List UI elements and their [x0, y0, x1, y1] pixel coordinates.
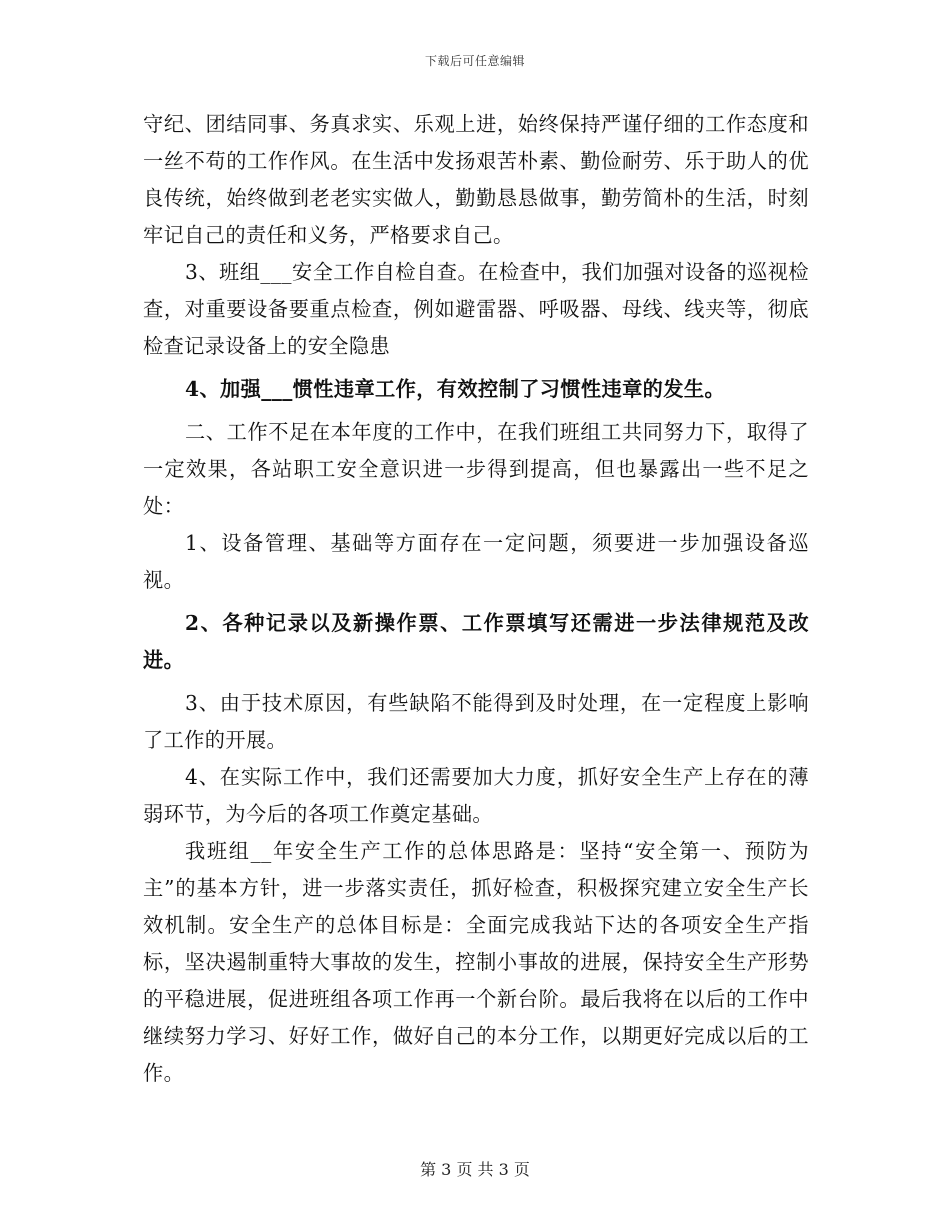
paragraph-shortcoming-1: 1、设备管理、基础等方面存在一定问题，须要进一步加强设备巡视。 — [143, 531, 809, 592]
paragraph-shortcoming-3: 3、由于技术原因，有些缺陷不能得到及时处理，在一定程度上影响了工作的开展。 — [143, 691, 809, 752]
paragraph-shortcoming-2: 2、各种记录以及新操作票、工作票填写还需进一步法律规范及改进。 — [143, 611, 809, 672]
paragraph-overall-plan: 我班组__年安全生产工作的总体思路是：坚持“安全第一、预防为主”的基本方针，进一步落实责任，抓好检查，积极探究建立安全生产长效机制。安全生产的总体目标是：全面完成我站下达的各项安全生产指标，坚决遏制重特大事故的发生，控制小事故的进展，保持安全生产形势的平稳进展，促进班组各项工作再一个新台阶。最后我将在以后的工作中继续努力学习、好好工作，做好自己的本分工作，以期更好完成以后的工作。 — [143, 839, 809, 1085]
paragraph-continuation: 守纪、团结同事、务真求实、乐观上进，始终保持严谨仔细的工作态度和一丝不苟的工作作风。在生活中发扬艰苦朴素、勤俭耐劳、乐于助人的优良传统，始终做到老老实实做人，勤勤恳恳做事，勤劳简朴的生活，时刻牢记自己的责任和义务，严格要求自己。 — [143, 112, 809, 247]
paragraph-item-4-habitual-violation: 4、加强___惯性违章工作，有效控制了习惯性违章的发生。 — [185, 377, 726, 401]
paragraph-item-3-self-check: 3、班组___安全工作自检自查。在检查中，我们加强对设备的巡视检查，对重要设备要重点检查，例如避雷器、呼吸器、母线、线夹等，彻底检查记录设备上的安全隐患 — [143, 260, 809, 358]
page-footer: 第 3 页 共 3 页 — [420, 1160, 530, 1179]
page-header: 下载后可任意编辑 — [424, 54, 525, 68]
paragraph-section-2-shortcomings: 二、工作不足在本年度的工作中，在我们班组工共同努力下，取得了一定效果，各站职工安全意识进一步得到提高，但也暴露出一些不足之处： — [143, 420, 809, 518]
document-body — [143, 106, 809, 1092]
paragraph-shortcoming-4: 4、在实际工作中，我们还需要加大力度，抓好安全生产上存在的薄弱环节，为今后的各项工作奠定基础。 — [143, 765, 809, 826]
